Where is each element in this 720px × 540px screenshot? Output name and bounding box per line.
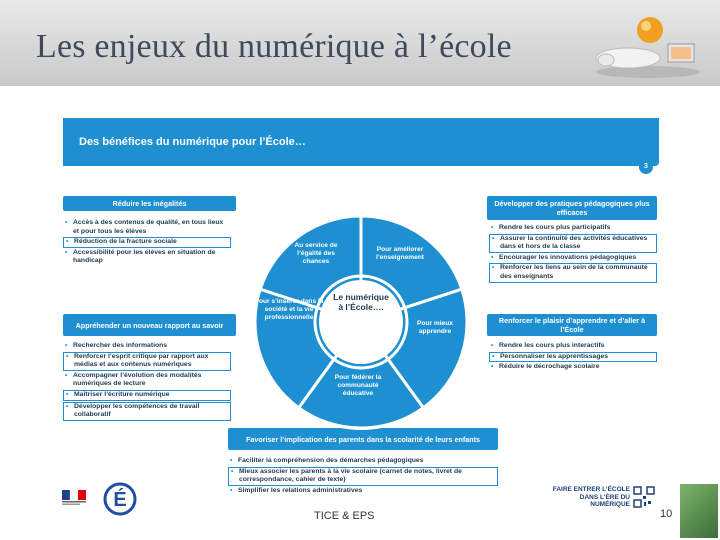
box-heading-pratiques: Développer des pratiques pédagogiques plus efficaces [487,196,657,220]
list-item: • Maîtriser l’écriture numérique [63,390,231,401]
slide-header [0,0,720,86]
footer-text: TICE & EPS [314,510,375,522]
page-number: 10 [660,508,673,520]
wheel-center-label: Le numérique à l’École…. [333,292,389,312]
list-item: • Renforcer l’esprit critique par rapport aux médias et aux contenus numériques [63,352,231,371]
list-item: • Rendre les cours plus interactifs [489,342,657,351]
segment-label-enseignement: Pour améliorer l’enseignement [375,246,424,261]
list-item: • Accessibilité pour les élèves en situation de handicap [63,249,231,266]
infographic-title: Des bénéfices du numérique pour l’École… [79,136,306,148]
segment-label-societe: Pour s’insérer dans la société et la vie professionnelle [254,298,324,321]
infographic-banner [63,118,659,170]
list-item: • Faciliter la compréhension des démarches pédagogiques [228,457,498,466]
list-item: • Accompagner l’évolution des modalités numériques de lecture [63,372,231,389]
list-item: • Encourager les innovations pédagogiques [489,254,657,263]
qr-code-icon [633,486,655,508]
republique-francaise-logo [62,490,86,506]
list-item: • Personnaliser les apprentissages [489,352,657,363]
box-heading-savoir: Appréhender un nouveau rapport au savoir [63,314,236,336]
banner-badge: 3 [639,160,653,174]
box-list-parents [228,457,498,495]
person-laptop-illustration [588,10,708,80]
list-item: • Simplifier les relations administratives [228,487,498,496]
list-item: • Assurer la continuité des activités éducatives dans et hors de la classe [489,234,657,253]
box-heading-parents: Favoriser l’implication des parents dans la scolarité de leurs enfants [228,428,498,450]
box-heading-inegalites: Réduire les inégalités [63,196,236,211]
list-item: • Renforcer les liens au sein de la communauté des enseignants [489,263,657,282]
segment-label-apprendre: Pour mieux apprendre [417,320,453,335]
box-heading-plaisir: Renforcer le plaisir d’apprendre et d’aller à l’École [487,314,657,336]
box-list-inegalites [63,219,231,266]
box-list-plaisir [489,342,657,372]
list-item: • Mieux associer les parents à la vie scolaire (carnet de notes, livret de correspondance, cahier de texte) [228,467,498,486]
decorative-thumbnail [680,484,718,538]
list-item: • Rechercher des informations [63,342,231,351]
box-list-savoir [63,342,231,422]
segment-label-egalite: Au service de l’égalité des chances [294,242,338,265]
education-e-logo [100,482,138,516]
infographic [56,112,664,507]
list-item: • Réduction de la fracture sociale [63,237,231,248]
list-item: • Réduire le décrochage scolaire [489,363,657,372]
svg-text:É: É [113,489,127,511]
segment-label-communaute: Pour fédérer la communauté éducative [334,374,382,397]
box-list-pratiques [489,224,657,284]
promo-text: FAIRE ENTRER L’ÉCOLE DANS L’ÈRE DU NUMÉRIQUE [552,486,630,508]
list-item: • Accès à des contenus de qualité, en tous lieux et pour tous les élèves [63,219,231,236]
list-item: • Développer les compétences de travail collaboratif [63,402,231,421]
slide-title: Les enjeux du numérique à l’école [36,28,512,65]
list-item: • Rendre les cours plus participatifs [489,224,657,233]
